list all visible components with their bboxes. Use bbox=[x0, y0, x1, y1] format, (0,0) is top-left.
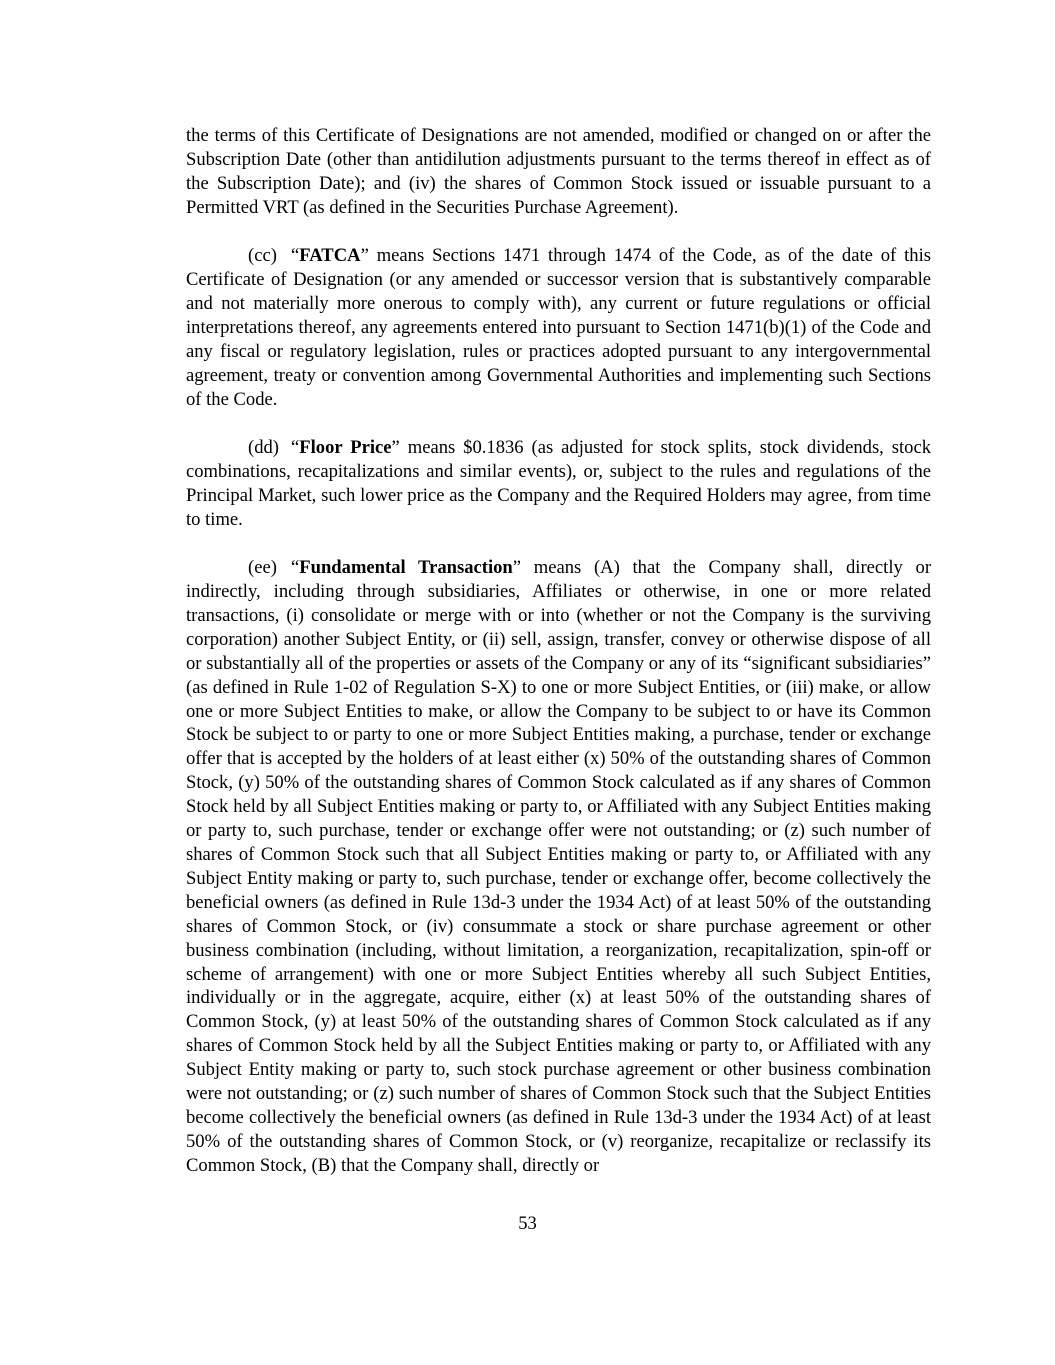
open-quote: “ bbox=[291, 557, 300, 579]
close-quote: ” bbox=[512, 557, 522, 579]
definition-text: means $0.1836 (as adjusted for stock splits, stock dividends, stock combinations, recapitalizations and similar events), or, subject to the rules and regulations of the Principal Market, such lower price as the Company and the Required Holders may agree, from time to time. bbox=[186, 436, 932, 530]
definition-fundamental-transaction bbox=[186, 556, 931, 1178]
open-quote: “ bbox=[291, 245, 300, 267]
definition-label: (ee) bbox=[248, 557, 277, 579]
definition-text: means Sections 1471 through 1474 of the Code, as of the date of this Certificate of Designation (or any amended or successor version that is substantively comparable and not materially more onerous to comply with), any current or future regulations or official interpretations thereof, any agreements entered into pursuant to Section 1471(b)(1) of the Code and any fiscal or regulatory legislation, rules or practices adopted pursuant to any intergovernmental agreement, treaty or convention among Governmental Authorities and implementing such Sections of the Code. bbox=[186, 245, 931, 410]
close-quote: ” bbox=[391, 436, 400, 458]
paragraph-continuation bbox=[186, 124, 931, 220]
defined-term: FATCA bbox=[299, 245, 361, 267]
open-quote: “ bbox=[291, 436, 300, 458]
definition-text: means (A) that the Company shall, directly or indirectly, including through subsidiaries, Affiliates or otherwise, in one or more related transactions, (i) consolidate or merge with or into (whether or not the Company is the surviving corporation) another Subject Entity, or (ii) sell, assign, transfer, convey or otherwise dispose of all or substantially all of the properties or assets of the Company or any of its “significant subsidiaries” (as defined in Rule 1-02 of Regulation S-X) to one or more Subject Entities, or (iii) make, or allow one or more Subject Entities to make, or allow the Company to be subject to or have its Common Stock be subject to or party to one or more Subject Entities making, a purchase, tender or exchange offer that is accepted by the holders of at least either (x) 50% of the outstanding shares of Common Stock, (y) 50% of the outstanding shares of Common Stock calculated as if any shares of Common Stock held by all Subject Entities making or party to, or Affiliated with any Subject Entities making or party to, such purchase, tender or exchange offer were not outstanding; or (z) such number of shares of Common Stock such that all Subject Entities making or party to, or Affiliated with any Subject Entity making or party to, such purchase, tender or exchange offer, become collectively the beneficial owners (as defined in Rule 13d-3 under the 1934 Act) of at least 50% of the outstanding shares of Common Stock, or (iv) consummate a stock or share purchase agreement or other business combination (including, without limitation, a reorganization, recapitalization, spin-off or scheme of arrangement) with one or more Subject Entities whereby all such Subject Entities, individually or in the aggregate, acquire, either (x) at least 50% of the outstanding shares of Common Stock, (y) at least 50% of the outstanding shares of Common Stock calculated as if any shares of Common Stock held by all the Subject Entities making or party to, or Affiliated with any Subject Entity making or party to, such stock purchase agreement or other business combination were not outstanding; or (z) such number of shares of Common Stock such that the Subject Entities become collectively the beneficial owners (as defined in Rule 13d-3 under the 1934 Act) of at least 50% of the outstanding shares of Common Stock, or (v) reorganize, recapitalize or reclassify its Common Stock, (B) that the Company shall, directly or bbox=[186, 557, 932, 1176]
close-quote: ” bbox=[360, 245, 369, 267]
defined-term: Fundamental Transaction bbox=[299, 557, 513, 579]
definition-fatca bbox=[186, 244, 931, 411]
defined-term: Floor Price bbox=[299, 436, 392, 458]
page-number: 53 bbox=[518, 1213, 537, 1234]
definition-floor-price bbox=[186, 436, 931, 532]
paragraph-text: the terms of this Certificate of Designations are not amended, modified or changed on or after the Subscription Date (other than antidilution adjustments pursuant to the terms thereof in effect as of the Subscription Date); and (iv) the shares of Common Stock issued or issuable pursuant to a Permitted VRT (as defined in the Securities Purchase Agreement). bbox=[186, 125, 931, 218]
document-page bbox=[186, 124, 931, 1178]
definition-label: (cc) bbox=[248, 245, 277, 267]
definition-label: (dd) bbox=[248, 436, 279, 458]
